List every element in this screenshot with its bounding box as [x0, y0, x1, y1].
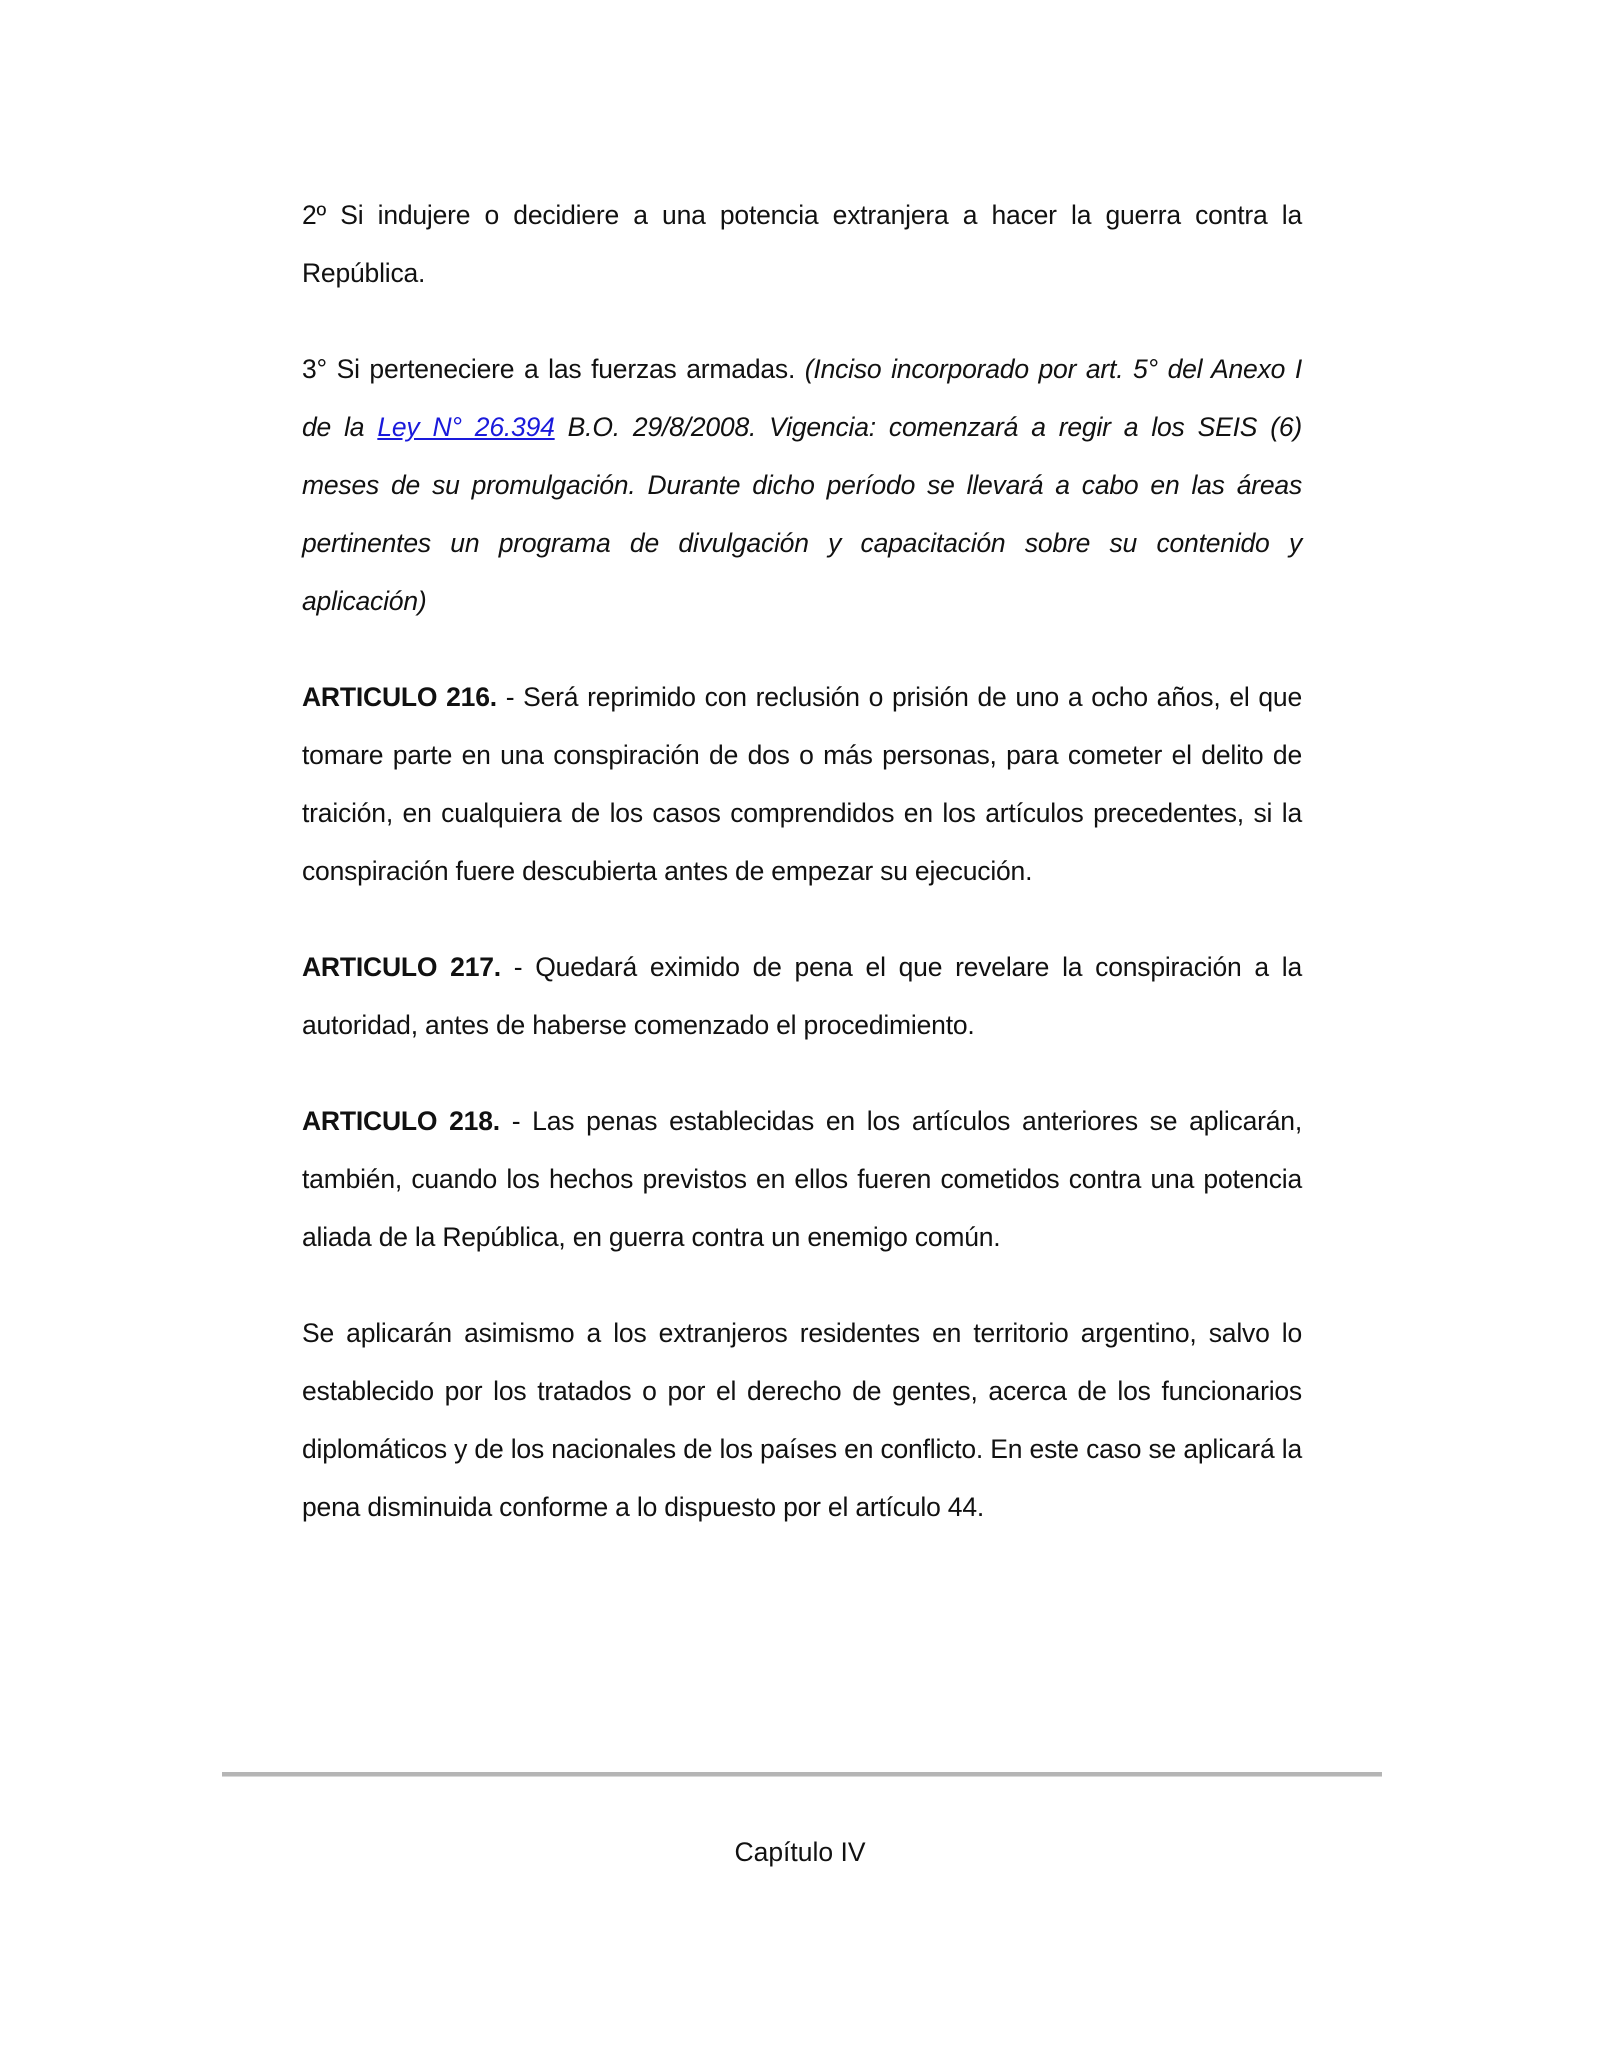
article-heading: ARTICULO 216.: [302, 682, 497, 712]
amendment-note-post: B.O. 29/8/2008. Vigencia: comenzará a regir a los SEIS (6) meses de su promulgación. Durante dicho período se llevará a cabo en las áreas pertinentes un programa de divulgación y capacitación sobre su contenido y aplicación): [302, 412, 1303, 616]
article-text: - Quedará eximido de pena el que revelare la conspiración a la autoridad, antes de haberse comenzado el procedimiento.: [302, 952, 1302, 1040]
articulo-218-paragraph-2: [302, 1304, 1302, 1536]
document-body: [302, 186, 1302, 1574]
paragraph-text: Se aplicarán asimismo a los extranjeros residentes en territorio argentino, salvo lo establecido por los tratados o por el derecho de gentes, acerca de los funcionarios diplomáticos y de los nacionales de los países en conflicto. En este caso se aplicará la pena disminuida conforme a lo dispuesto por el artículo 44.: [302, 1318, 1302, 1522]
chapter-footer: Capítulo IV: [734, 1837, 866, 1867]
amendment-note-pre: (Inciso incorporado por art. 5° del Anexo I de la: [302, 354, 1302, 442]
paragraph-inciso-3: [302, 340, 1302, 630]
section-divider: [222, 1772, 1382, 1777]
article-heading: ARTICULO 217.: [302, 952, 501, 982]
article-heading: ARTICULO 218.: [302, 1106, 500, 1136]
articulo-217: [302, 938, 1302, 1054]
articulo-218: [302, 1092, 1302, 1266]
paragraph-lead: 3° Si perteneciere a las fuerzas armadas.: [302, 354, 805, 384]
paragraph-inciso-2: [302, 186, 1302, 302]
articulo-216: [302, 668, 1302, 900]
article-text: - Será reprimido con reclusión o prisión de uno a ocho años, el que tomare parte en una conspiración de dos o más personas, para cometer el delito de traición, en cualquiera de los casos comprendidos en los artículos precedentes, si la conspiración fuere descubierta antes de empezar su ejecución.: [302, 682, 1302, 886]
paragraph-text: 2º Si indujere o decidiere a una potencia extranjera a hacer la guerra contra la República.: [302, 200, 1302, 288]
ley-26394-link[interactable]: Ley N° 26.394: [377, 412, 555, 442]
article-text: - Las penas establecidas en los artículos anteriores se aplicarán, también, cuando los hechos previstos en ellos fueren cometidos contra una potencia aliada de la República, en guerra contra un enemigo común.: [302, 1106, 1302, 1252]
